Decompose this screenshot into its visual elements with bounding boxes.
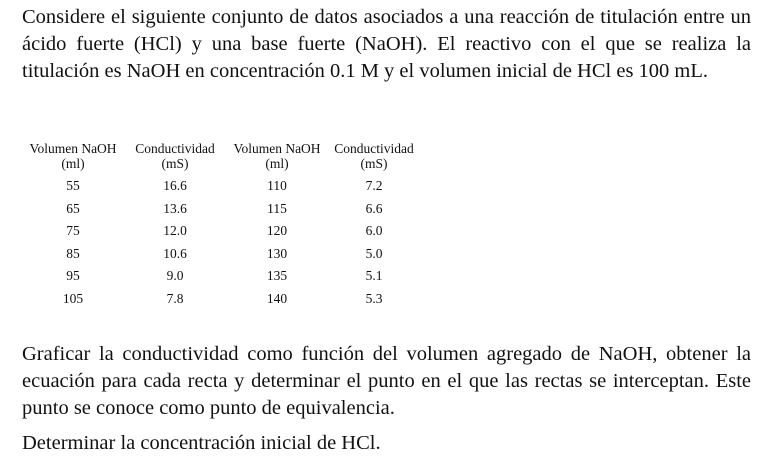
header-volume-1-unit: (ml): [61, 156, 85, 171]
table-row: [22, 265, 420, 288]
table-cell: 16.6: [163, 178, 187, 193]
table-cell: 6.0: [365, 223, 383, 238]
table-cell: 140: [266, 290, 288, 306]
question-paragraph: Determinar la concentración inicial de HCl.: [22, 432, 381, 454]
table-header-row-units: [22, 156, 420, 171]
table-cell: 115: [267, 200, 287, 216]
table-row: [22, 220, 420, 243]
header-volume-2: Volumen NaOH: [233, 141, 321, 156]
table-cell: 6.6: [365, 200, 383, 216]
table-cell: 95: [66, 268, 80, 283]
table-cell: 5.0: [365, 245, 383, 261]
table-cell: 105: [62, 290, 84, 306]
header-volume-2-unit: (ml): [265, 156, 289, 171]
header-conductivity-1-unit: (mS): [161, 156, 189, 171]
table-cell: 10.6: [163, 245, 187, 261]
table-row: [22, 288, 420, 311]
instruction-paragraph: Graficar la conductividad como función del volumen agregado de NaOH, obtener la ecuación para cada recta y determinar el punto en el que las rectas se interceptan. Este punto se conoce como punto de equivalencia.: [22, 343, 751, 419]
header-conductivity-2-unit: (mS): [360, 156, 388, 171]
table-cell: 7.2: [365, 178, 383, 193]
table-cell: 110: [267, 178, 287, 193]
table-cell: 13.6: [163, 200, 187, 216]
table-cell: 130: [266, 245, 288, 261]
table-cell: 5.3: [365, 290, 383, 306]
table-row: [22, 198, 420, 221]
table-cell: 5.1: [365, 268, 383, 283]
table-row: [22, 243, 420, 266]
table-cell: 135: [266, 268, 288, 283]
table-cell: 7.8: [166, 290, 184, 306]
header-conductivity-2: Conductividad: [334, 141, 414, 156]
table-cell: 75: [66, 223, 80, 238]
table-cell: 85: [66, 245, 80, 261]
table-cell: 120: [266, 223, 288, 238]
table-cell: 12.0: [163, 223, 187, 238]
intro-paragraph: Considere el siguiente conjunto de datos asociados a una reacción de titulación entre un ácido fuerte (HCl) y una base fuerte (NaOH). El reactivo con el que se realiza la titulación es NaOH en concentración 0.1 M y el volumen inicial de HCl es 100 mL.: [22, 6, 751, 82]
table-cell: 55: [66, 178, 80, 193]
table-cell: 9.0: [166, 268, 184, 283]
header-conductivity-1: Conductividad: [135, 141, 215, 156]
titration-data-table: [22, 141, 420, 310]
table-row: [22, 175, 420, 198]
table-body: [22, 171, 420, 310]
table-cell: 65: [66, 200, 80, 216]
table-header-row-units-title: [22, 141, 420, 156]
header-volume-1: Volumen NaOH: [29, 141, 117, 156]
